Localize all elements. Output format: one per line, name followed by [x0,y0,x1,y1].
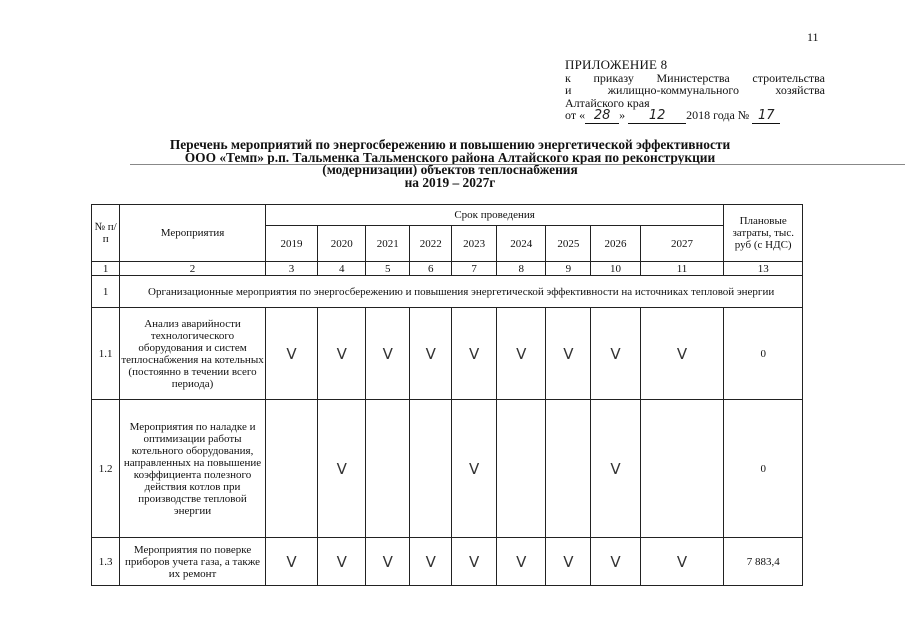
year-mark: V [410,538,452,586]
year-mark: V [410,308,452,400]
header-year: 2022 [410,226,452,262]
column-number: 9 [546,262,591,276]
row-cost: 0 [724,400,803,538]
year-mark: V [265,308,317,400]
handwritten-number: 17 [752,110,780,124]
row-activity: Анализ аварийности технологического оборудования и систем теплоснабжения на котельных (постоянно в течении всего периода) [120,308,266,400]
column-number: 10 [591,262,640,276]
header-year: 2023 [452,226,497,262]
year-mark: V [318,308,366,400]
column-number: 3 [265,262,317,276]
header-costs: Плановые затраты, тыс. руб (с НДС) [724,205,803,262]
year-mark: V [546,308,591,400]
appendix-date-line [565,109,825,124]
year-mark: V [591,538,640,586]
column-number: 5 [366,262,410,276]
year-mark: V [640,538,724,586]
appendix-title: ПРИЛОЖЕНИЕ 8 [565,57,668,72]
table-row [92,308,803,400]
header-num: № п/п [92,205,120,262]
year-mark [366,400,410,538]
header-year: 2024 [497,226,546,262]
appendix-line-2: и жилищно-коммунального хозяйства [565,83,825,97]
year-mark [410,400,452,538]
year-mark: V [452,538,497,586]
column-number: 1 [92,262,120,276]
year-mark: V [640,308,724,400]
appendix-line-3: Алтайского края [565,95,650,110]
section-row [92,276,803,308]
header-row-1 [92,205,803,226]
header-year: 2019 [265,226,317,262]
header-year: 2020 [318,226,366,262]
date-mid: » [619,108,626,122]
column-number: 6 [410,262,452,276]
year-mark: V [452,400,497,538]
date-prefix: от « [565,108,586,122]
year-mark: V [497,308,546,400]
handwritten-day: 28 [585,110,619,124]
year-mark [497,400,546,538]
row-num: 1.2 [92,400,120,538]
year-mark: V [265,538,317,586]
section-title: Организационные мероприятия по энергосбережению и повышения энергетической эффективности на источниках тепловой энергии [120,276,803,308]
year-mark: V [546,538,591,586]
table-row [92,400,803,538]
row-activity: Мероприятия по наладке и оптимизации работы котельного оборудования, направленных на повышение коэффициента полезного действия котлов при производстве тепловой энергии [120,400,266,538]
header-year: 2026 [591,226,640,262]
year-mark [265,400,317,538]
year-mark [640,400,724,538]
row-cost: 7 883,4 [724,538,803,586]
heading-line-2: ООО «Темп» р.п. Тальменка Тальменского района Алтайского края по реконструкции [184,149,716,165]
column-number: 7 [452,262,497,276]
table-row [92,538,803,586]
row-cost: 0 [724,308,803,400]
header-year: 2021 [366,226,410,262]
year-mark: V [591,308,640,400]
column-number: 2 [120,262,266,276]
appendix-block [565,59,825,124]
heading-line-1: Перечень мероприятий по энергосбережению и повышению энергетической эффективности [169,137,731,152]
year-mark: V [452,308,497,400]
heading-line-3: (модернизации) объектов теплоснабжения [322,162,578,177]
handwritten-month: 12 [628,110,686,124]
year-mark: V [591,400,640,538]
header-period: Срок проведения [265,205,724,226]
activities-table [91,204,803,586]
row-num: 1.1 [92,308,120,400]
page-number: 11 [807,30,819,44]
year-mark: V [318,400,366,538]
column-number: 11 [640,262,724,276]
column-number: 4 [318,262,366,276]
row-activity: Мероприятия по поверке приборов учета газа, а также их ремонт [120,538,266,586]
year-mark: V [366,308,410,400]
scan-rule [130,164,905,165]
year-mark: V [318,538,366,586]
column-number: 13 [724,262,803,276]
header-year: 2025 [546,226,591,262]
year-mark [546,400,591,538]
date-year: 2018 года № [686,108,750,122]
year-mark: V [366,538,410,586]
column-number: 8 [497,262,546,276]
row-num: 1.3 [92,538,120,586]
year-mark: V [497,538,546,586]
column-numbers-row [92,262,803,276]
section-num: 1 [92,276,120,308]
heading-line-4: на 2019 – 2027г [404,174,496,190]
appendix-line-1: к приказу Министерства строительства [565,70,825,85]
header-year: 2027 [640,226,724,262]
header-activity: Мероприятия [120,205,266,262]
